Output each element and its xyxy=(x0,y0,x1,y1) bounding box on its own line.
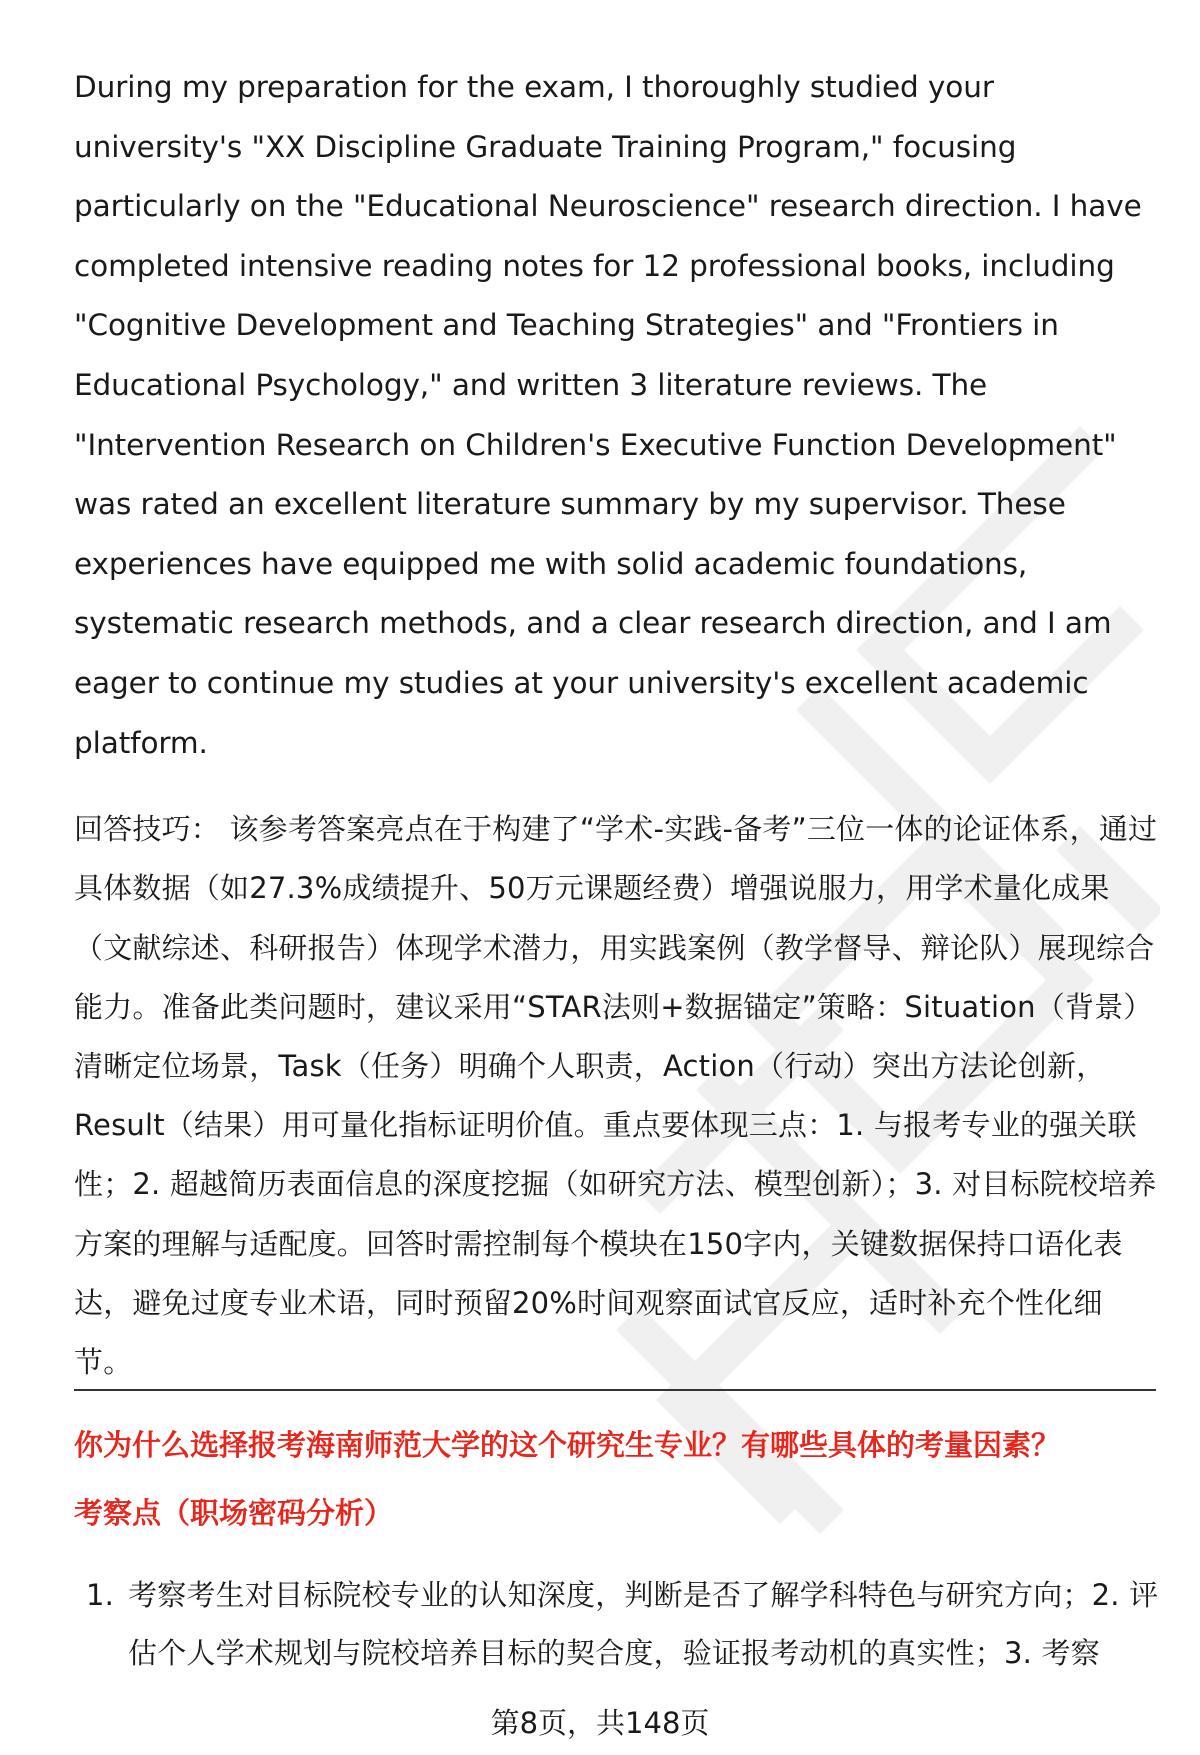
tips-label: 回答技巧： xyxy=(74,812,221,847)
question-title: 你为什么选择报考海南师范大学的这个研究生专业？有哪些具体的考量因素？ xyxy=(74,1428,1061,1462)
assessment-points-heading: 考察点（职场密码分析） xyxy=(74,1496,394,1530)
page-number: 第8页，共148页 xyxy=(0,1700,1200,1746)
answer-paragraph: During my preparation for the exam, I thoroughly studied your university's "XX Discipline Graduate Training Program," focusing particularly on the "Educational Neuroscience" research direction. I have completed intensive reading notes for 12 professional books, including "Cognitive Development and Teaching Strategies" and "Frontiers in Educational Psychology," and written 3 literature reviews. The "Intervention Research on Children's Executive Function Development" was rated an excellent literature summary by my supervisor. These experiences have equipped me with solid academic foundations, systematic research methods, and a clear research direction, and I am eager to continue my studies at your university's excellent academic platform. xyxy=(74,70,1142,760)
list-item xyxy=(86,1566,1160,1682)
assessment-points-list xyxy=(86,1566,1160,1682)
list-item-text: 考察考生对目标院校专业的认知深度，判断是否了解学科特色与研究方向；2. 评估个人学术规划与院校培养目标的契合度，验证报考动机的真实性；3. 考察 xyxy=(128,1578,1159,1670)
tips-text: 该参考答案亮点在于构建了“学术-实践-备考”三位一体的论证体系，通过具体数据（如27.3%成绩提升、50万元课题经费）增强说服力，用学术量化成果（文献综述、科研报告）体现学术潜力，用实践案例（教学督导、辩论队）展现综合能力。准备此类问题时，建议采用“STAR法则+数据锚定”策略：Situation（背景）清晰定位场景，Task（任务）明确个人职责，Action（行动）突出方法论创新，Result（结果）用可量化指标证明价值。重点要体现三点：1. 与报考专业的强关联性；2. 超越简历表面信息的深度挖掘（如研究方法、模型创新）；3. 对目标院校培养方案的理解与适配度。回答时需控制每个模块在150字内，关键数据保持口语化表达，避免过度专业术语，同时预留20%时间观察面试官反应，适时补充个性化细节。 xyxy=(74,812,1158,1379)
list-item-number: 1. xyxy=(86,1578,115,1612)
section-divider xyxy=(74,1389,1156,1391)
answer-tips xyxy=(74,800,1160,1392)
